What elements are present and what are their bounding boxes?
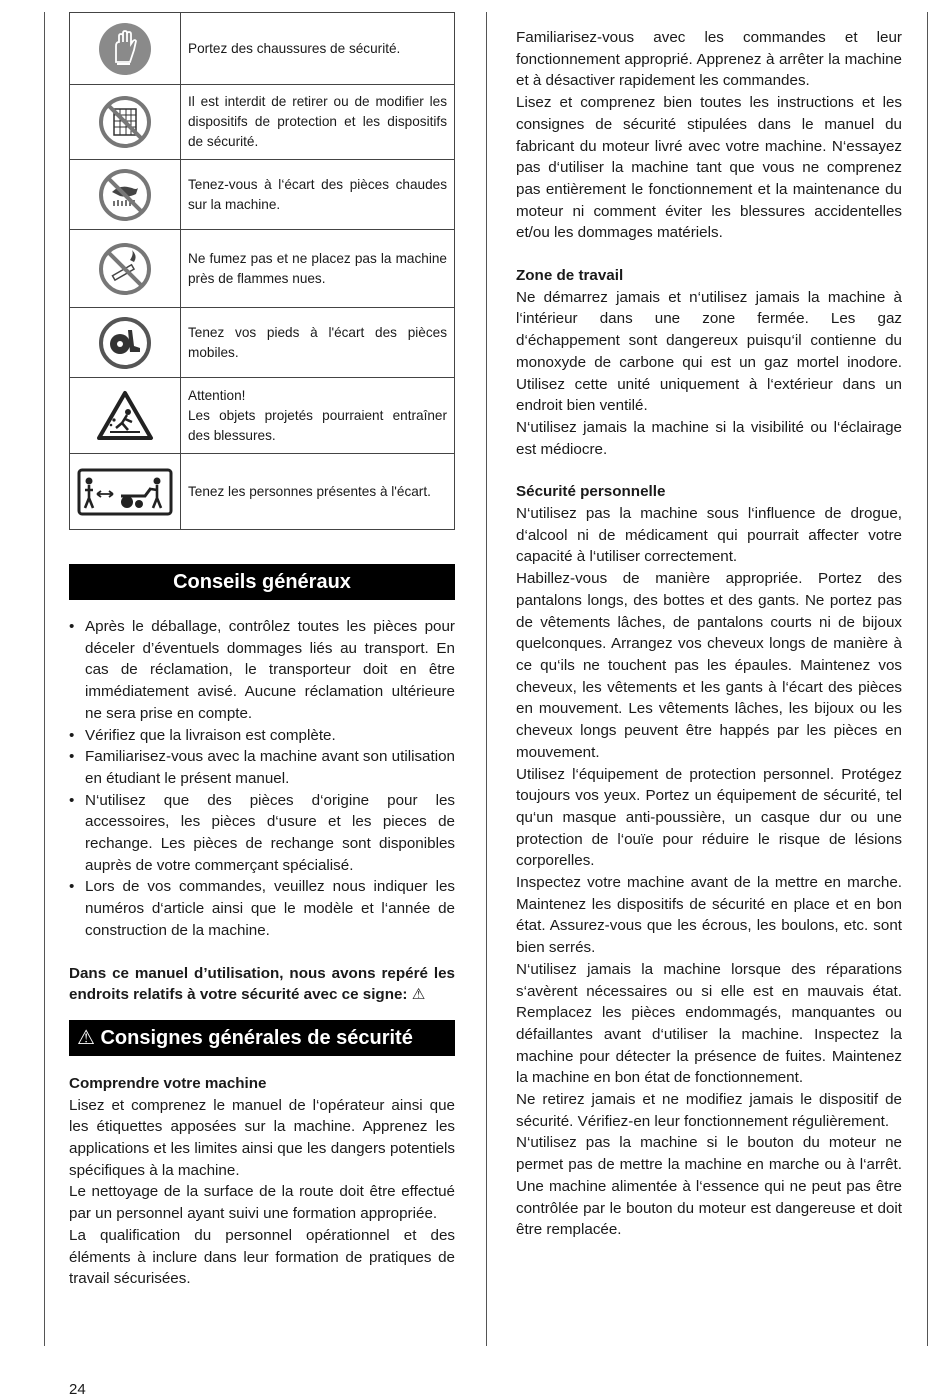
symbol-row bbox=[70, 308, 455, 378]
symbol-row bbox=[70, 85, 455, 160]
symbol-text: Tenez vos pieds à l'écart des pièces mobiles. bbox=[181, 308, 455, 378]
paragraph: Utilisez l‘équipement de protection personnel. Protégez toujours vos yeux. Portez un équipement de sécurité, tel qu‘un masque anti-poussière, un casque dur ou une protection de l‘ouïe pour réduire le risque de lésions corporelles. bbox=[516, 765, 902, 870]
symbol-text: Ne fumez pas et ne placez pas la machine près de flammes nues. bbox=[181, 230, 455, 308]
left-column bbox=[69, 12, 455, 1290]
list-item: • Familiarisez-vous avec la machine avant son utilisation en étudiant le présent manuel. bbox=[69, 746, 455, 789]
paragraph: Familiarisez-vous avec les commandes et leur fonctionnement approprié. Apprenez à arrêter la machine et à désactiver rapidement les commandes. bbox=[516, 29, 902, 90]
no-removing-guards-icon bbox=[98, 95, 152, 149]
symbol-text: Attention! Les objets projetés pourraient entraîner des blessures. bbox=[181, 378, 455, 454]
symbol-row bbox=[70, 454, 455, 530]
conseils-heading: Conseils généraux bbox=[69, 564, 455, 600]
symbol-row bbox=[70, 230, 455, 308]
column-divider bbox=[486, 12, 487, 1346]
paragraph: Le nettoyage de la surface de la route doit être effectué par un personnel ayant suivi une formation appropriée. bbox=[69, 1183, 455, 1223]
keep-feet-away-icon bbox=[98, 316, 152, 370]
paragraph: N‘utilisez jamais la machine si la visibilité ou l‘éclairage est médiocre. bbox=[516, 418, 902, 458]
left-margin-rule bbox=[44, 12, 45, 1346]
section-heading: Zone de travail bbox=[516, 267, 624, 285]
section-heading: Sécurité personnelle bbox=[516, 483, 666, 501]
paragraph: Lisez et comprenez bien toutes les instructions et les consignes de sécurité stipulées dans le manuel du fabricant du moteur livré avec votre machine. N‘essayez pas d‘utiliser la machine tant que vous ne comprenez pas entièrement le fonctionnement et la maintenance du moteur ni comment éviter les blessures accidentelles et/ou les dommages matériels. bbox=[516, 94, 902, 242]
list-item: • Après le déballage, contrôlez toutes les pièces pour déceler d’éventuels dommages liés au transport. En cas de réclamation, le transporteur doit en être immédiatement avisé. Aucune réclamation ultérieure ne sera prise en compte. bbox=[69, 616, 455, 725]
paragraph: La qualification du personnel opérationnel et des éléments à inclure dans leur formation de pratiques de travail sécurisées. bbox=[69, 1226, 455, 1288]
paragraph: Ne démarrez jamais et n‘utilisez jamais la machine à l‘intérieur dans une zone fermée. Les gaz d‘échappement sont dangereux puisqu‘il contienne du monoxyde de carbone qui est un gaz mortel inodore. Utilisez cette unité uniquement à l‘extérieur dans un endroit bien ventilé. bbox=[516, 288, 902, 415]
paragraph: Habillez-vous de manière appropriée. Portez des pantalons longs, des bottes et des gants. Ne portez pas de vêtements lâches, de pantalons courts ni de bijoux quelconques. Arrangez vos cheveux longs de manière à ce qu‘ils ne touchent pas les épaules. Maintenez vos cheveux, les vêtements et les gants à l‘écart des pièces en mouvement. Les vêtements lâches, les bijoux ou les cheveux longs peuvent être happés par les pièces en mouvement. bbox=[516, 570, 902, 761]
symbol-row bbox=[70, 13, 455, 85]
no-smoking-flames-icon bbox=[98, 242, 152, 296]
symbol-row bbox=[70, 160, 455, 230]
paragraph: Inspectez votre machine avant de la mettre en marche. Maintenez les dispositifs de sécurité en place et en bon état. Assurez-vous que les écrous, les boulons, etc. sont bien serrés. bbox=[516, 874, 902, 957]
conseils-list bbox=[69, 616, 455, 942]
symbol-row bbox=[70, 378, 455, 454]
paragraph: N‘utilisez pas la machine sous l‘influence de drogue, d‘alcool ni de médicament qui pourrait affecter votre capacité à l‘utiliser correctement. bbox=[516, 505, 902, 566]
symbol-text: Tenez-vous à l‘écart des pièces chaudes sur la machine. bbox=[181, 160, 455, 230]
list-item: • Lors de vos commandes, veuillez nous indiquer les numéros d‘article ainsi que le modèle et l‘année de construction de la machine. bbox=[69, 876, 455, 941]
right-column bbox=[516, 27, 902, 1241]
symbol-text: Tenez les personnes présentes à l'écart. bbox=[181, 454, 455, 530]
safety-symbols-table bbox=[69, 12, 455, 530]
safety-sign-note: Dans ce manuel d’utilisation, nous avons repéré les endroits relatifs à votre sécurité avec ce signe: ⚠ bbox=[69, 964, 455, 1004]
safety-gloves-icon bbox=[98, 22, 152, 76]
hot-surface-icon bbox=[98, 168, 152, 222]
paragraph: N‘utilisez pas la machine si le bouton du moteur ne permet pas de mettre la machine en marche ou à l‘arrêt. Une machine alimentée à l‘essence qui ne peut pas être contrôlée par le bouton du moteur est dangereuse et doit être remplacée. bbox=[516, 1134, 902, 1239]
page-number: 24 bbox=[69, 1381, 86, 1398]
consignes-heading: ⚠ Consignes générales de sécurité bbox=[69, 1020, 455, 1056]
symbol-text: Portez des chaussures de sécurité. bbox=[181, 13, 455, 85]
list-item: • N‘utilisez que des pièces d‘origine pour les accessoires, les pièces d‘usure et les pieces de rechange. Les pièces de rechange sont disponibles auprès de votre commerçant spécialisé. bbox=[69, 790, 455, 877]
right-margin-rule bbox=[927, 12, 928, 1346]
symbol-text: Il est interdit de retirer ou de modifier les dispositifs de protection et les dispositifs de sécurité. bbox=[181, 85, 455, 160]
keep-bystanders-away-icon bbox=[77, 468, 173, 516]
paragraph: Lisez et comprenez le manuel de l‘opérateur ainsi que les étiquettes apposées sur la machine. Apprenez les applications et les limites ainsi que les dangers potentiels spécifiques à la machine. bbox=[69, 1096, 455, 1179]
paragraph: Ne retirez jamais et ne modifiez jamais le dispositif de sécurité. Vérifiez-en leur fonctionnement régulièrement. bbox=[516, 1091, 902, 1130]
paragraph: N‘utilisez jamais la machine lorsque des réparations s‘avèrent nécessaires ou si elle est en mauvais état. Remplacez les pièces endommagés, manquantes ou défaillantes avant d‘utiliser la machine. Inspectez la machine pour détecter la présence de fuites. Maintenez la machine en bon état de fonctionnement. bbox=[516, 960, 902, 1087]
section-heading: Comprendre votre machine bbox=[69, 1074, 267, 1092]
list-item: • Vérifiez que la livraison est complète. bbox=[69, 725, 455, 747]
flying-objects-warning-icon bbox=[96, 390, 154, 442]
